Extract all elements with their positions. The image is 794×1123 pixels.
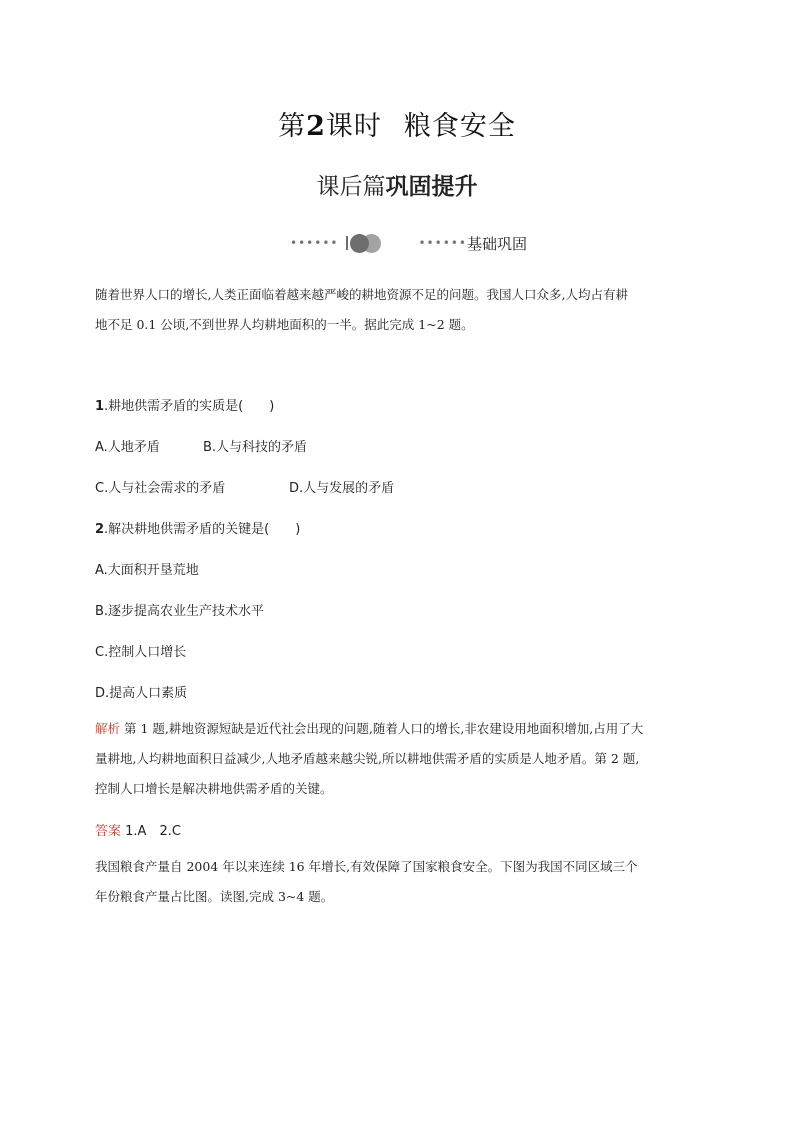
answer-text: 1.A 2.C [121,824,181,839]
section-dots-left: •••••• [290,236,339,250]
title-topic: 粮食安全 [403,111,516,142]
title-number: 2 [306,111,326,142]
question-1-options-row1 [95,436,307,455]
q2-option-c: C.控制人口增长 [95,645,187,660]
section-label: 基础巩固 [466,234,527,253]
intro2-line2: 年份粮食产量占比图。读图,完成 3~4 题。 [95,889,334,904]
analysis-line3: 控制人口增长是解决耕地供需矛盾的关键。 [95,781,333,796]
intro-passage-1 [95,280,703,340]
answer-block [95,820,181,839]
subtitle-light: 课后篇 [316,174,386,200]
q1-option-b: B.人与科技的矛盾 [203,440,308,455]
title-prefix: 第 [278,111,307,142]
question-1-options-row2 [95,477,394,496]
intro1-line1: 随着世界人口的增长,人类正面临着越来越严峻的耕地资源不足的问题。我国人口众多,人均占有耕 [95,287,628,302]
q1-option-c: C.人与社会需求的矛盾 [95,481,226,496]
analysis-block [95,714,703,804]
analysis-line2: 量耕地,人均耕地面积日益减少,人地矛盾越来越尖锐,所以耕地供需矛盾的实质是人地矛盾。第 2 题, [95,751,640,766]
q1-option-a: A.人地矛盾 [95,440,160,455]
question-2-text: .解决耕地供需矛盾的关键是( ) [104,522,301,537]
subtitle-bold: 巩固提升 [385,174,478,200]
intro2-line1: 我国粮食产量自 2004 年以来连续 16 年增长,有效保障了国家粮食安全。下图为我国不同区域三个 [95,859,638,874]
section-header [290,228,527,258]
title-lesson: 课时 [325,111,382,142]
page-subtitle [0,168,794,201]
section-dots-right: •••••• [418,236,467,250]
q1-option-d: D.人与发展的矛盾 [289,481,395,496]
double-circle-icon [346,231,390,255]
q2-option-a: A.大面积开垦荒地 [95,563,199,578]
answer-key: 答案 [95,824,122,839]
question-1-number: 1 [95,399,105,414]
q2-option-d: D.提高人口素质 [95,686,188,701]
analysis-key: 解析 [95,721,121,736]
intro1-line2: 地不足 0.1 公顷,不到世界人均耕地面积的一半。据此完成 1~2 题。 [95,317,474,332]
question-2-number: 2 [95,522,105,537]
question-1-text: .耕地供需矛盾的实质是( ) [104,399,275,414]
question-2 [95,518,300,537]
page-title [0,104,794,143]
q2-option-b: B.逐步提高农业生产技术水平 [95,604,265,619]
question-1 [95,395,274,414]
analysis-line1: 第 1 题,耕地资源短缺是近代社会出现的问题,随着人口的增长,非农建设用地面积增加,占用了大 [120,721,644,736]
intro-passage-2 [95,852,703,912]
